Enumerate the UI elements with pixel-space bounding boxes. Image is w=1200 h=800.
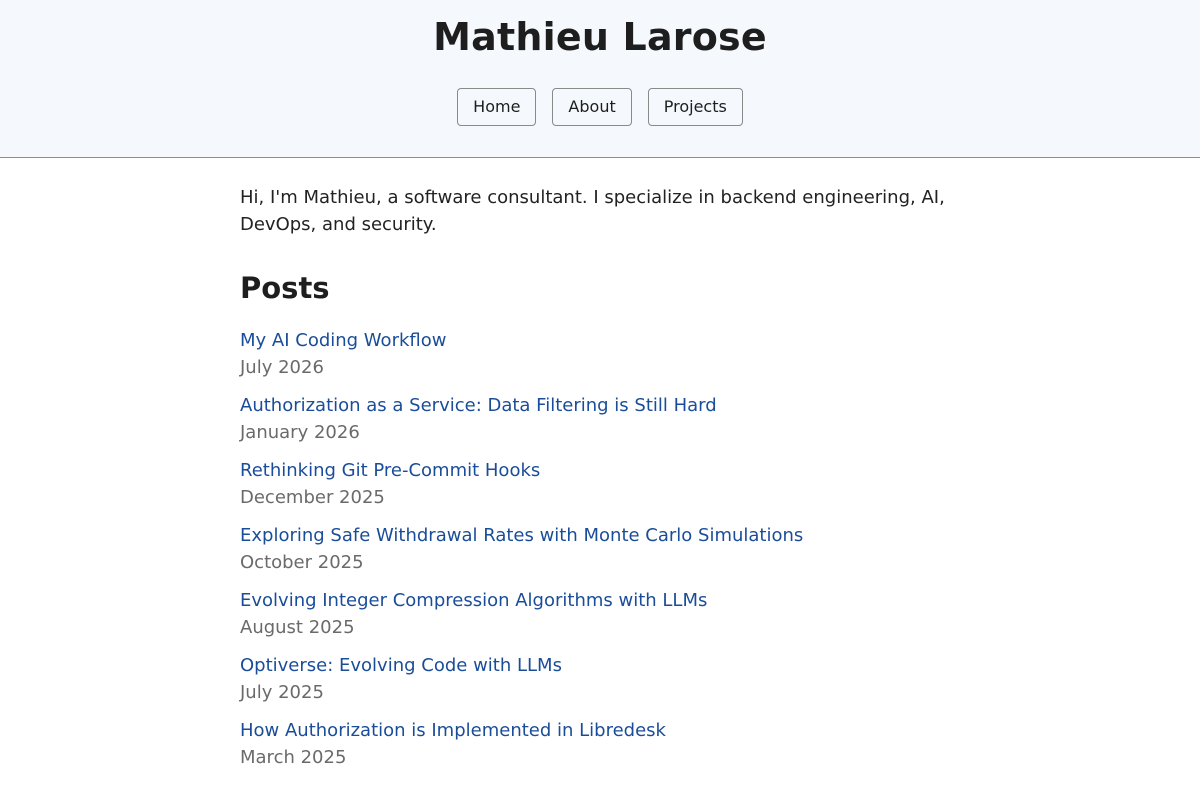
nav-home-button[interactable]: Home (457, 88, 536, 126)
post-list-item (240, 653, 960, 707)
nav-projects-button[interactable]: Projects (648, 88, 743, 126)
nav-about-button[interactable]: About (552, 88, 631, 126)
post-date: August 2025 (240, 617, 355, 638)
post-list-item (240, 393, 960, 447)
site-title: Mathieu Larose (433, 15, 767, 59)
post-date: July 2026 (240, 357, 324, 378)
post-list (240, 328, 960, 772)
post-link[interactable]: Rethinking Git Pre-Commit Hooks (240, 460, 541, 481)
post-list-item (240, 523, 960, 577)
post-list-item (240, 718, 960, 772)
post-date: December 2025 (240, 487, 385, 508)
post-link[interactable]: Exploring Safe Withdrawal Rates with Monte Carlo Simulations (240, 525, 804, 546)
main-content (240, 158, 960, 783)
main-nav (0, 88, 1200, 126)
site-header (0, 0, 1200, 158)
intro-text: Hi, I'm Mathieu, a software consultant. I specialize in backend engineering, AI, DevOps, and security. (240, 187, 945, 235)
post-link[interactable]: Authorization as a Service: Data Filtering is Still Hard (240, 395, 717, 416)
post-date: March 2025 (240, 747, 347, 768)
post-date: January 2026 (240, 422, 360, 443)
post-list-item (240, 588, 960, 642)
post-link[interactable]: My AI Coding Workflow (240, 330, 447, 351)
post-list-item (240, 328, 960, 382)
post-link[interactable]: Optiverse: Evolving Code with LLMs (240, 655, 562, 676)
post-link[interactable]: Evolving Integer Compression Algorithms with LLMs (240, 590, 708, 611)
post-date: July 2025 (240, 682, 324, 703)
post-date: October 2025 (240, 552, 364, 573)
posts-heading: Posts (240, 271, 330, 305)
post-list-item (240, 458, 960, 512)
post-link[interactable]: How Authorization is Implemented in Libredesk (240, 720, 666, 741)
